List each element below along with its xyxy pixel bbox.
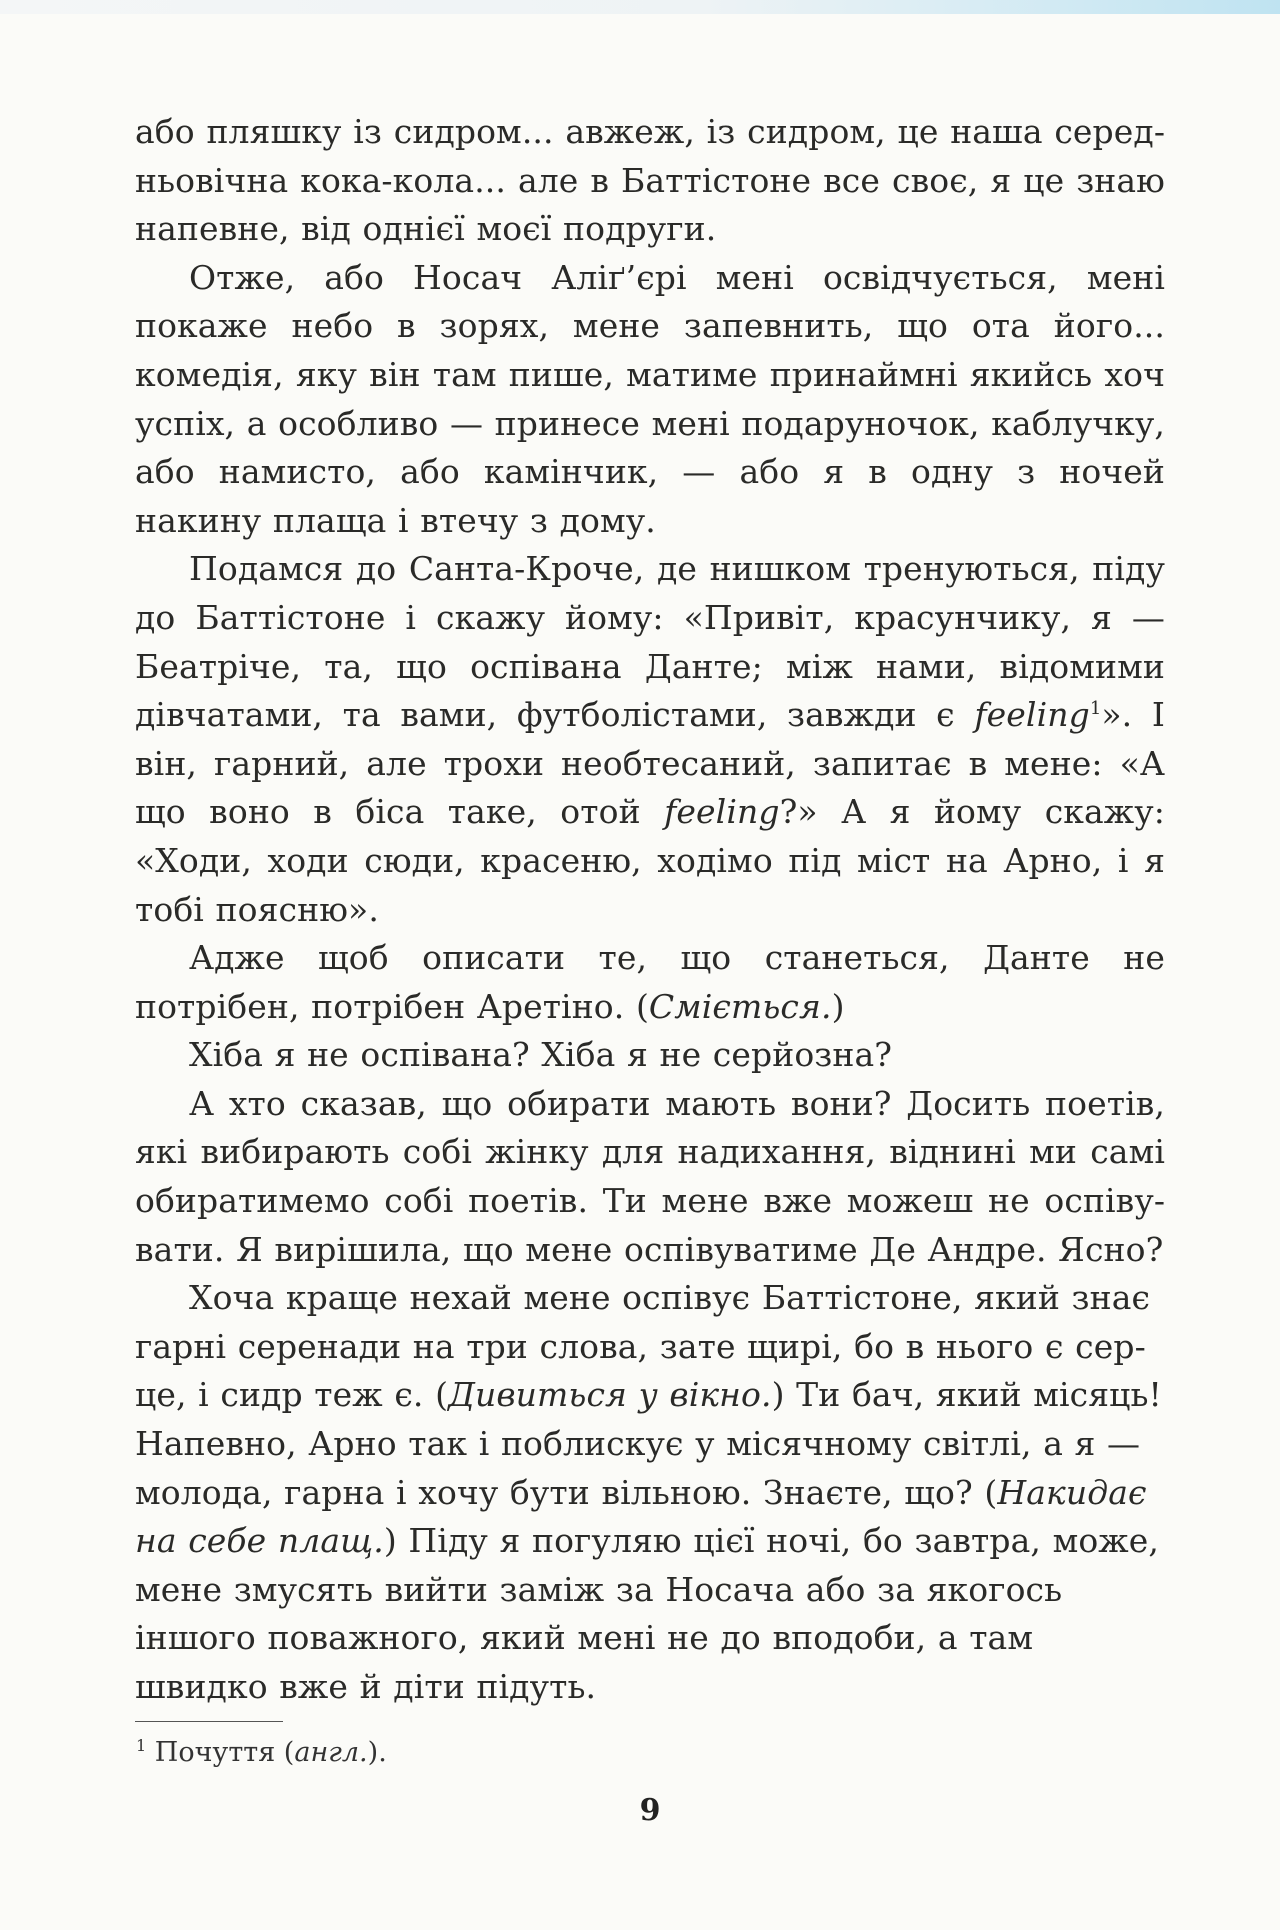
footnote-italic-text: англ.	[294, 1737, 368, 1768]
footnote-text-end: ).	[367, 1737, 387, 1768]
text-segment: ) Піду я погуляю цієї ночі, бо завтра, може, мене змусять вийти заміж за Носача або за якогось іншого поважного, який мені не до вподоби, а там швидко вже й діти підуть.	[135, 1521, 1159, 1706]
italic-segment: Дивиться у вікно.	[448, 1375, 772, 1415]
italic-segment: feeling	[664, 792, 780, 832]
text-segment: Подамся до Санта-Кроче, де нишком тренуються, піду до Баттістоне і скажу йому: «Привіт, красунчику, я — Беатріче, та, що оспівана Данте; між нами, відомими дівчатами, та вами, футболістами, завжди є	[135, 549, 1165, 735]
italic-segment: Накидає на себе плащ.	[135, 1472, 1147, 1561]
text-segment: А хто сказав, що обирати мають вони? Досить поетів, які вибирають собі жінку для надихання, віднині ми самі обиратимемо собі поетів. Ти мене вже можеш не оспівувати. Я вирішила, що мене оспівуватиме Де Андре. Ясно?	[135, 1083, 1165, 1269]
page-number: 9	[639, 1793, 661, 1828]
italic-segment: Сміється.	[648, 986, 832, 1026]
page-body	[135, 108, 1165, 1712]
paragraph-2	[135, 254, 1165, 546]
text-segment: ) Ти бач, який місяць! Напевно, Арно так і поблискує у місячному світлі, а я — молода, гарна і хочу бути вільною. Знаєте, що? (	[135, 1375, 1162, 1512]
footnote-text: Почуття (	[154, 1737, 295, 1768]
text-segment: ». І він, гарний, але трохи необтесаний, запитає в мене: «А що воно в біса таке, отой	[135, 695, 1166, 832]
italic-segment: feeling	[974, 695, 1090, 735]
main-text	[135, 108, 1165, 1712]
text-segment: Отже, або Носач Аліґ’єрі мені освідчується, мені покаже небо в зорях, мене запевнить, що ота його... комедія, яку він там пише, матиме принаймні якийсь хоч успіх, а особливо — принесе мені подаруночок, каблучку, або намисто, або камінчик, — або я в одну з ночей накину плаща і втечу з дому.	[135, 257, 1165, 540]
text-segment: ?» А я йому скажу: «Ходи, ходи сюди, красеню, ходімо під міст на Арно, і я тобі поясню».	[135, 792, 1165, 929]
paragraph-6	[135, 1080, 1165, 1274]
footnote-reference: 1	[1089, 698, 1102, 720]
text-segment: Хоча краще нехай мене оспівує Баттістоне, який знає гарні серенади на три слова, зате щирі, бо в нього є серце, і сидр теж є. (	[135, 1278, 1151, 1415]
footnote	[136, 1736, 387, 1770]
text-segment: )	[831, 986, 845, 1026]
page-top-edge	[0, 0, 1280, 14]
paragraph-3	[135, 545, 1165, 934]
paragraph-1	[135, 108, 1165, 254]
paragraph-5	[135, 1031, 1165, 1080]
footnote-divider	[135, 1721, 283, 1722]
footnote-marker: 1	[136, 1736, 147, 1755]
paragraph-7	[135, 1274, 1165, 1711]
text-segment: або пляшку із сидром... авжеж, із сидром, це наша середньовічна кока-кола... але в Баттістоне все своє, я це знаю напевне, від однієї моєї подруги.	[135, 112, 1165, 249]
text-segment: Хіба я не оспівана? Хіба я не серйозна?	[189, 1035, 893, 1075]
paragraph-4	[135, 934, 1165, 1031]
text-segment: Адже щоб описати те, що станеться, Данте не потрібен, потрібен Аретіно. (	[135, 938, 1165, 1026]
